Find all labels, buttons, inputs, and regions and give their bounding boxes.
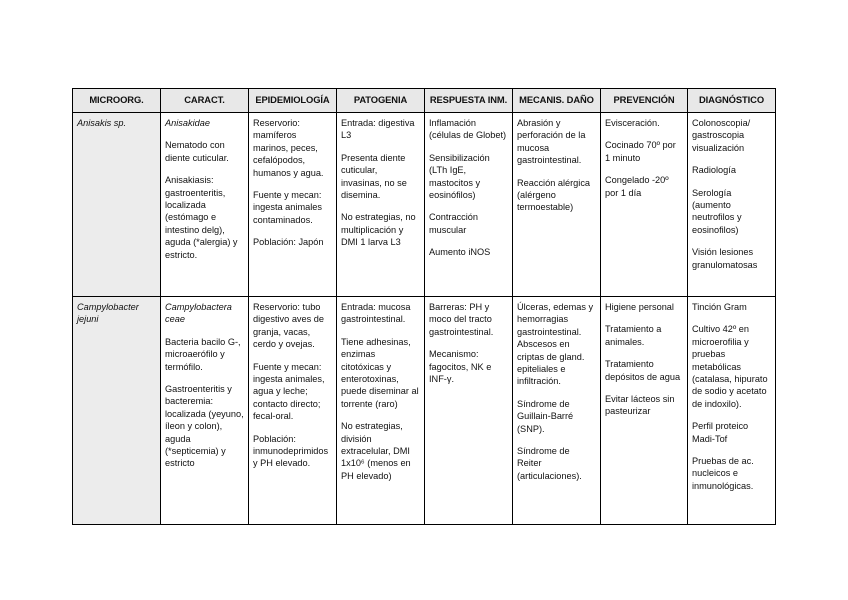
cell-text: Colonoscopia/ gastroscopia visualización [692,118,751,153]
cell-text: Inflamación (células de Globet) [429,118,507,141]
cell-diagnostico [688,113,776,297]
cell-text: Bacteria bacilo G-, microaerófilo y termófilo. [165,336,241,372]
header-microorg: MICROORG. [73,89,161,113]
cell-text: Reservorio: tubo digestivo aves de granja, vacas, cerdo y ovejas. [253,302,324,350]
cell-diagnostico [688,297,776,525]
cell-text: Población: inmunodeprimidos y PH elevado. [253,433,329,469]
cell-text: Perfil proteico Madi-Tof [692,421,749,444]
cell-text: Presenta diente cuticular, invasinas, no se disemina. [341,152,407,201]
cell-text: Fuente y mecan: ingesta animales, agua y leche; contacto directo; fecal-oral. [253,361,325,422]
summary-table [72,88,776,525]
header-diagnostico: DIAGNÓSTICO [688,89,776,113]
cell-text: Tratamiento a animales. [605,324,662,347]
cell-text: Congelado -20º por 1 día [605,175,669,198]
cell-text: No estrategias, no multiplicación y DMI 1 larva L3 [341,212,416,248]
cell-text: Tinción Gram [692,302,747,312]
cell-text: Serología (aumento neutrofilos y eosinofilos) [692,187,742,235]
cell-mecanismo [513,297,601,525]
cell-text: Anisakiasis: gastroenteritis, localizada (estómago e intestino delg), aguda (*alergia) y estricto. [165,175,238,260]
cell-text: Entrada: mucosa gastrointestinal. [341,302,411,325]
cell-epidemiologia [249,297,337,525]
cell-text: Úlceras, edemas y hemorragias gastrointestinal. Abscesos en criptas de gland. epiteliales e infiltración. [517,302,594,387]
cell-text: Evisceración. [605,118,660,128]
cell-epidemiologia [249,113,337,297]
family-name: Anisakidae [165,118,210,128]
header-respuesta: RESPUESTA INM. [425,89,513,113]
cell-text: Sensibilización (LTh IgE, mastocitos y eosinófilos) [429,152,490,201]
cell-prevencion [601,113,688,297]
microorg-name: Campylobacter jejuni [77,302,139,325]
cell-text: No estrategias, división extracelular, DMI 1x10⁶ (menos en PH elevado) [341,421,411,481]
cell-text: Reacción alérgica (alérgeno termoestable) [517,177,591,213]
cell-text: Síndrome de Reiter (articulaciones). [517,446,582,481]
header-epidemiologia: EPIDEMIOLOGÍA [249,89,337,113]
cell-caract [161,113,249,297]
cell-text: Gastroenteritis y bacteremia: localizada (yeyuno, íleon y colon), aguda (*septicemia) y estricto [165,384,244,469]
cell-text: Pruebas de ac. nucleicos e inmunológicas. [692,456,754,491]
cell-text: Evitar lácteos sin pasteurizar [605,394,675,417]
cell-patogenia [337,113,425,297]
header-mecanismo: MECANIS. DAÑO [513,89,601,113]
cell-patogenia [337,297,425,525]
cell-microorg [73,113,161,297]
cell-text: Cocinado 70º por 1 minuto [605,140,676,163]
cell-text: Higiene personal [605,302,674,312]
cell-text: Nematodo con diente cuticular. [165,140,229,163]
cell-text: Abrasión y perforación de la mucosa gastrointestinal. [517,118,586,166]
cell-text: Contracción muscular [429,212,479,235]
table-row [73,297,776,525]
cell-text: Fuente y mecan: ingesta animales contaminados. [253,190,322,225]
cell-text: Reservorio: mamíferos marinos, peces, cefalópodos, humanos y agua. [253,118,324,178]
header-caract: CARACT. [161,89,249,113]
cell-text: Entrada: digestiva L3 [341,118,415,141]
cell-text: Síndrome de Guillain-Barré (SNP). [517,398,574,434]
cell-text: Mecanismo: fagocitos, NK e INF-γ. [429,349,492,385]
cell-caract [161,297,249,525]
cell-text: Población: Japón [253,237,324,248]
table-row [73,113,776,297]
cell-microorg [73,297,161,525]
cell-text: Cultivo 42º en microerofilia y pruebas metabólicas (catalasa, hipurato de sodio y acetato de indoxilo). [692,324,768,409]
cell-text: Barreras: PH y moco del tracto gastrointestinal. [429,302,494,337]
microorg-name: Anisakis sp. [77,118,127,128]
cell-text: Radiología [692,165,736,176]
cell-text: Tiene adhesinas, enzimas citotóxicas y enterotoxinas, puede diseminar al torrente (raro) [341,336,419,409]
cell-respuesta [425,297,513,525]
header-patogenia: PATOGENIA [337,89,425,113]
cell-text: Aumento iNOS [429,247,491,258]
cell-mecanismo [513,113,601,297]
header-row [73,89,776,113]
cell-text: Tratamiento depósitos de agua [605,359,681,382]
header-prevencion: PREVENCIÓN [601,89,688,113]
family-name: Campylobactera ceae [165,302,232,325]
cell-prevencion [601,297,688,525]
cell-respuesta [425,113,513,297]
cell-text: Visión lesiones granulomatosas [692,247,758,270]
